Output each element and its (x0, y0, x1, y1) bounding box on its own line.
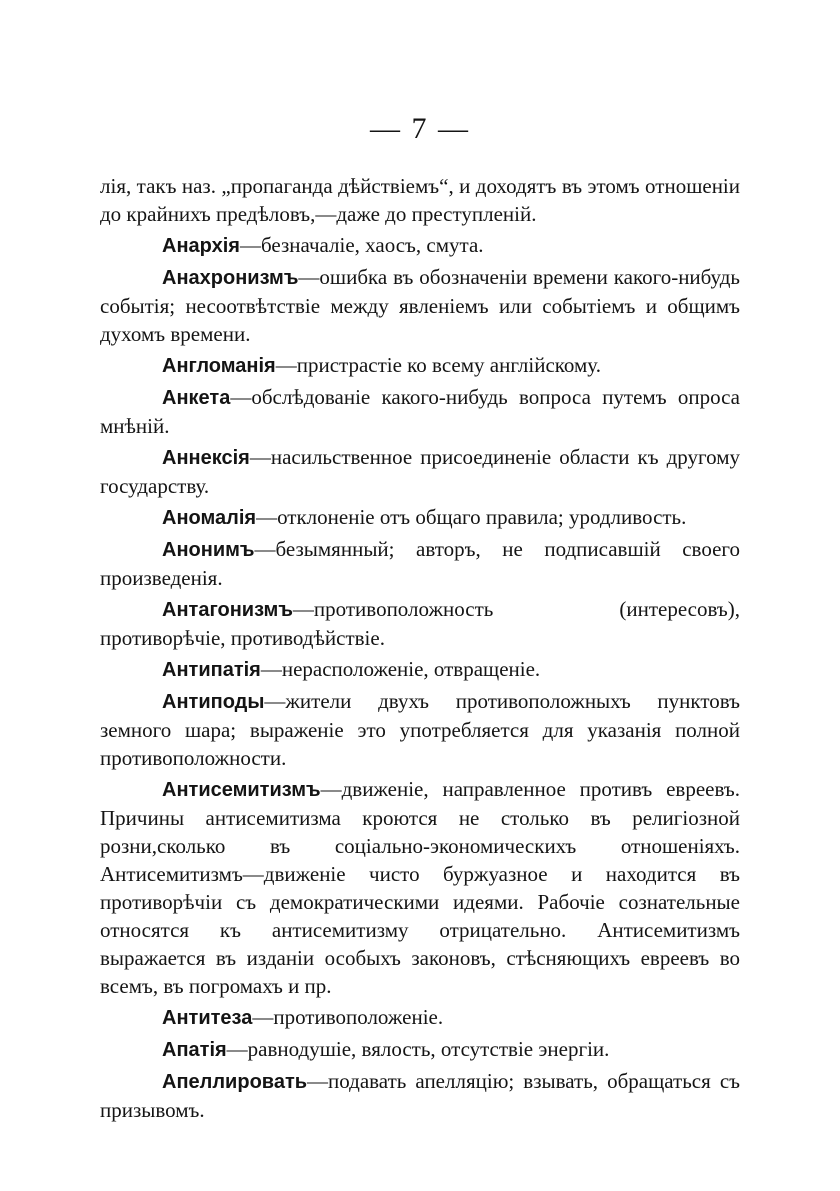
entry (100, 263, 740, 348)
entry-term: Антагонизмъ (162, 599, 293, 621)
entry-definition: —жители двухъ противоположныхъ пунктовъ земного шара; выраженіе это употребляется для указанія полной противоположности. (100, 689, 740, 770)
entry-definition: —противоположеніе. (252, 1005, 444, 1029)
intro-paragraph: лія, такъ наз. „пропаганда дѣйствіемъ“, и доходятъ въ этомъ отношеніи до крайнихъ предѣловъ,—даже до преступленій. (100, 174, 740, 226)
entry-term: Анархія (162, 235, 240, 257)
entry (100, 1067, 740, 1124)
entry (100, 775, 740, 1000)
entry (100, 231, 740, 260)
entry (100, 655, 740, 684)
entry-definition: —подавать апелляцію; взывать, обращаться съ призывомъ. (100, 1069, 740, 1122)
entry-definition: —ошибка въ обозначеніи времени какого-нибудь событія; несоотвѣтствіе между явленіемъ или событіемъ и общимъ духомъ времени. (100, 265, 740, 346)
entry-definition: —безначаліе, хаосъ, смута. (239, 233, 484, 257)
entry-definition: —движеніе, направленное противъ евреевъ. Причины антисемитизма кроются не столько въ религіозной розни,сколько въ соціально-экономическихъ отношеніяхъ. Антисемитизмъ—движеніе чисто буржуазное и находится въ противорѣчіи съ демократическими идеями. Рабочіе сознательные относятся къ антисемитизму отрицательно. Антисемитизмъ выражается въ изданіи особыхъ законовъ, стѣсняющихъ евреевъ во всемъ, въ погромахъ и пр. (100, 777, 740, 998)
entry-term: Антисемитизмъ (162, 779, 321, 801)
entry (100, 383, 740, 440)
entry (100, 351, 740, 380)
entry-term: Антитеза (162, 1007, 253, 1029)
entry-definition: —равнодушіе, вялость, отсутствіе энергіи. (226, 1037, 610, 1061)
page-number: — 7 — (370, 112, 470, 145)
entry-term: Апеллировать (162, 1071, 308, 1093)
entry-definition: —насильственное присоединеніе области къ другому государству. (100, 445, 740, 498)
entry-term: Антипатія (162, 659, 261, 681)
entry-term: Аномалія (162, 507, 257, 529)
entry (100, 1003, 740, 1032)
entry (100, 687, 740, 772)
entry (100, 503, 740, 532)
entry-definition: —пристрастіе ко всему англійскому. (275, 353, 601, 377)
entry-definition: —противоположность (интересовъ), противорѣчіе, противодѣйствіе. (100, 597, 740, 650)
entry-term: Анкета (162, 387, 231, 409)
dictionary-text (100, 172, 740, 1127)
entry-term: Аннексія (162, 447, 250, 469)
entry-term: Анонимъ (162, 539, 255, 561)
entry-term: Анахронизмъ (162, 267, 299, 289)
entry-term: Антиподы (162, 691, 265, 713)
entry-definition: —нерасположеніе, отвращеніе. (260, 657, 541, 681)
entry-definition: —безымянный; авторъ, не подписавшій своего произведенія. (100, 537, 740, 590)
entry-definition: —отклоненіе отъ общаго правила; уродливость. (256, 505, 687, 529)
entry (100, 443, 740, 500)
entry (100, 535, 740, 592)
entry (100, 595, 740, 652)
entry-definition: —обслѣдованіе какого-нибудь вопроса путемъ опроса мнѣній. (100, 385, 740, 438)
entry (100, 1035, 740, 1064)
entry-term: Англоманія (162, 355, 276, 377)
entry-term: Апатія (162, 1039, 227, 1061)
